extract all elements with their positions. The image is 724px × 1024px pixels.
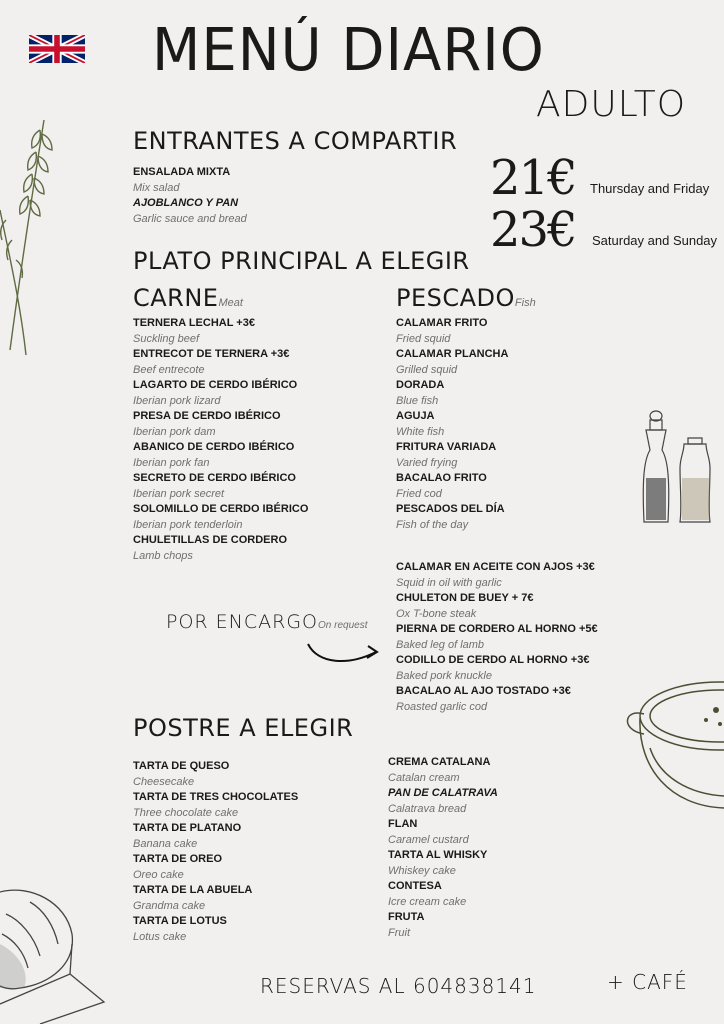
list-item: ABANICO DE CERDO IBÉRICO	[133, 441, 295, 453]
list-item: AJOBLANCO Y PAN	[133, 197, 239, 209]
list-item: BACALAO FRITO	[396, 472, 487, 484]
list-item-translation: Varied frying	[396, 456, 458, 469]
list-item-translation: Squid in oil with garlic	[396, 576, 502, 589]
list-item: CHULETILLAS DE CORDERO	[133, 534, 287, 546]
on-request-list	[396, 560, 598, 715]
salt-pepper-grinders-illustration	[636, 408, 716, 528]
list-item: TARTA DE OREO	[133, 853, 223, 865]
list-item-translation: Mix salad	[133, 181, 180, 194]
list-item-translation: Blue fish	[396, 394, 439, 407]
list-item: TARTA DE LOTUS	[133, 915, 227, 927]
list-item: TERNERA LECHAL +3€	[133, 317, 255, 329]
page-title: MENÚ DIARIO	[152, 16, 545, 85]
uk-flag-icon[interactable]	[29, 34, 85, 64]
price-weekday: 21€	[490, 150, 576, 206]
list-item: CALAMAR PLANCHA	[396, 348, 509, 360]
list-item: ENSALADA MIXTA	[133, 166, 231, 178]
price-weekend-days: Saturday and Sunday	[592, 233, 718, 248]
list-item-translation: Iberian pork fan	[133, 456, 210, 469]
fish-heading: PESCADOFish	[396, 284, 536, 312]
list-item: PESCADOS DEL DÍA	[396, 503, 505, 515]
list-item-translation: Iberian pork tenderloin	[133, 518, 243, 531]
list-item-translation: Garlic sauce and bread	[133, 212, 247, 225]
list-item-translation: Catalan cream	[388, 771, 460, 784]
list-item: ENTRECOT DE TERNERA +3€	[133, 348, 290, 360]
fish-list	[396, 316, 508, 533]
list-item: BACALAO AL AJO TOSTADO +3€	[396, 685, 571, 697]
list-item: TARTA AL WHISKY	[388, 849, 488, 861]
list-item: CREMA CATALANA	[388, 756, 491, 768]
page-subtitle: ADULTO	[536, 84, 687, 125]
list-item: TARTA DE LA ABUELA	[133, 884, 253, 896]
list-item: SOLOMILLO DE CERDO IBÉRICO	[133, 503, 309, 515]
list-item-translation: Suckling beef	[133, 332, 200, 345]
list-item: PAN DE CALATRAVA	[388, 787, 498, 799]
desserts-left-list	[133, 759, 298, 945]
list-item-translation: Iberian pork dam	[133, 425, 216, 438]
list-item: CONTESA	[388, 880, 442, 892]
desserts-right-list	[388, 755, 498, 941]
list-item: CALAMAR EN ACEITE CON AJOS +3€	[396, 561, 595, 573]
list-item-translation: Three chocolate cake	[133, 806, 239, 819]
list-item-translation: Calatrava bread	[388, 802, 467, 815]
list-item: CHULETON DE BUEY + 7€	[396, 592, 534, 604]
list-item-translation: Beef entrecote	[133, 363, 205, 376]
list-item-translation: Roasted garlic cod	[396, 700, 488, 713]
starters-list	[133, 165, 247, 227]
list-item-translation: Banana cake	[133, 837, 198, 850]
list-item: PIERNA DE CORDERO AL HORNO +5€	[396, 623, 598, 635]
list-item-translation: Iberian pork lizard	[133, 394, 221, 407]
list-item-translation: Lotus cake	[133, 930, 187, 943]
price-weekend: 23€	[490, 202, 576, 258]
list-item-translation: Baked leg of lamb	[396, 638, 485, 651]
bread-illustration	[0, 884, 106, 1024]
list-item: FRUTA	[388, 911, 425, 923]
list-item-translation: Cheesecake	[133, 775, 195, 788]
list-item-translation: Lamb chops	[133, 549, 193, 562]
list-item: PRESA DE CERDO IBÉRICO	[133, 410, 281, 422]
price-weekday-days: Thursday and Friday	[590, 181, 710, 196]
list-item-translation: Fish of the day	[396, 518, 469, 531]
list-item-translation: Grandma cake	[133, 899, 206, 912]
list-item: CALAMAR FRITO	[396, 317, 488, 329]
list-item-translation: Fried cod	[396, 487, 442, 500]
list-item-translation: Icre cream cake	[388, 895, 467, 908]
list-item-translation: Grilled squid	[396, 363, 458, 376]
starters-heading: ENTRANTES A COMPARTIR	[133, 127, 458, 155]
curved-arrow-icon	[304, 636, 384, 668]
coffee-text: + CAFÉ	[607, 970, 688, 994]
list-item: CODILLO DE CERDO AL HORNO +3€	[396, 654, 590, 666]
list-item: SECRETO DE CERDO IBÉRICO	[133, 472, 296, 484]
list-item-translation: Fried squid	[396, 332, 451, 345]
list-item: AGUJA	[396, 410, 435, 422]
desserts-heading: POSTRE A ELEGIR	[133, 714, 354, 742]
list-item: FLAN	[388, 818, 418, 830]
reservations-text[interactable]: RESERVAS AL 604838141	[260, 974, 537, 998]
meat-list	[133, 316, 308, 564]
list-item-translation: White fish	[396, 425, 445, 438]
list-item: TARTA DE QUESO	[133, 760, 230, 772]
mains-heading: PLATO PRINCIPAL A ELEGIR	[133, 247, 470, 275]
meat-heading: CARNEMeat	[133, 284, 243, 312]
list-item-translation: Whiskey cake	[388, 864, 456, 877]
soup-pot-illustration	[620, 668, 724, 818]
list-item-translation: Ox T-bone steak	[396, 607, 477, 620]
list-item-translation: Fruit	[388, 926, 410, 939]
list-item: LAGARTO DE CERDO IBÉRICO	[133, 379, 298, 391]
on-request-heading: POR ENCARGOOn request	[166, 611, 368, 633]
list-item-translation: Oreo cake	[133, 868, 184, 881]
list-item: FRITURA VARIADA	[396, 441, 497, 453]
list-item: DORADA	[396, 379, 445, 391]
wheat-illustration	[0, 100, 60, 360]
list-item: TARTA DE PLATANO	[133, 822, 242, 834]
list-item-translation: Iberian pork secret	[133, 487, 225, 500]
list-item-translation: Baked pork knuckle	[396, 669, 492, 682]
list-item-translation: Caramel custard	[388, 833, 469, 846]
list-item: TARTA DE TRES CHOCOLATES	[133, 791, 299, 803]
